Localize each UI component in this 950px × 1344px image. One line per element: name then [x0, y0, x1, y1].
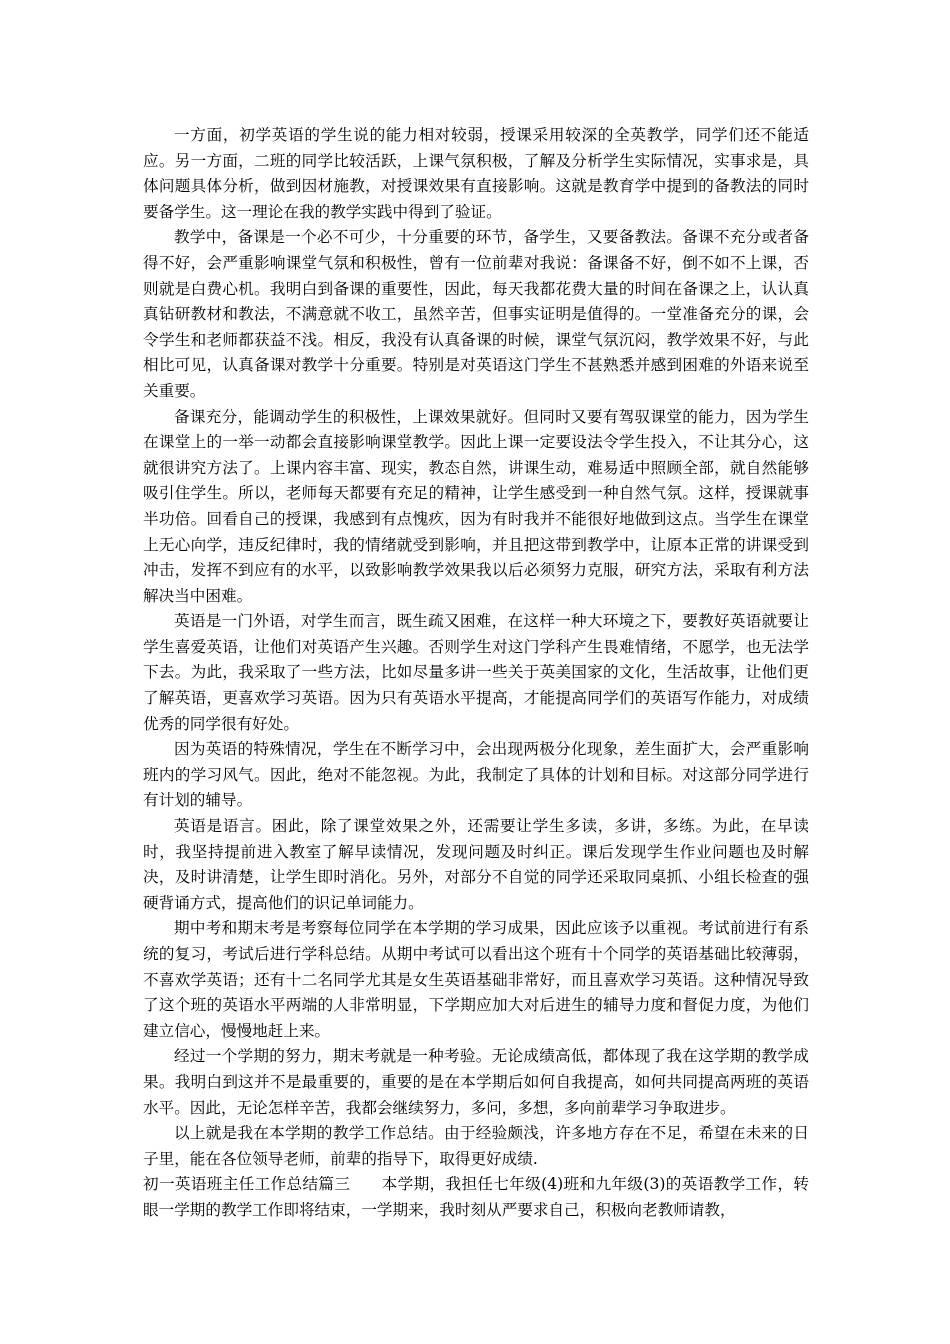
paragraph: 以上就是我在本学期的教学工作总结。由于经验颇浅，许多地方存在不足，希望在未来的日子里，能在各位领导老师，前辈的指导下，取得更好成绩.: [143, 1124, 809, 1168]
paragraph: 期中考和期末考是考察每位同学在本学期的学习成果，因此应该予以重视。考试前进行有系统的复习，考试后进行学科总结。从期中考试可以看出这个班有十个同学的英语基础比较薄弱，不喜欢学英语；还有十二名同学尤其是女生英语基础非常好，而且喜欢学习英语。这种情况导致了这个班的英语水平两端的人非常明显，下学期应加大对后进生的辅导力度和督促力度，为他们建立信心，慢慢地赶上来。: [143, 919, 809, 1040]
section-text: 本学期，我担任七年级(4)班和九年级(3)的英语教学工作，转眼一学期的教学工作即将结束，一学期来，我时刻从严要求自己，积极向老教师请教，: [143, 1175, 809, 1219]
section-start: [143, 1172, 809, 1223]
section-title: 初一英语班主任工作总结篇三: [143, 1175, 351, 1194]
paragraph: 一方面，初学英语的学生说的能力相对较弱，授课采用较深的全英教学，同学们还不能适应。另一方面，二班的同学比较活跃，上课气氛积极，了解及分析学生实际情况，实事求是，具体问题具体分析，做到因材施教，对授课效果有直接影响。这就是教育学中提到的备教法的同时要备学生。这一理论在我的教学实践中得到了验证。: [143, 126, 809, 221]
paragraph: 英语是一门外语，对学生而言，既生疏又困难，在这样一种大环境之下，要教好英语就要让学生喜爱英语，让他们对英语产生兴趣。否则学生对这门学科产生畏难情绪，不愿学，也无法学下去。为此，我采取了一些方法，比如尽量多讲一些关于英美国家的文化，生活故事，让他们更了解英语，更喜欢学习英语。因为只有英语水平提高，才能提高同学们的英语写作能力，对成绩优秀的同学很有好处。: [143, 612, 809, 733]
paragraph: 英语是语言。困此，除了课堂效果之外，还需要让学生多读，多讲，多练。为此，在早读时，我坚持提前进入教室了解早读情况，发现问题及时纠正。课后发现学生作业问题也及时解决，及时讲清楚，让学生即时消化。另外，对部分不自觉的同学还采取同桌抓、小组长检查的强硬背诵方式，提高他们的识记单词能力。: [143, 817, 809, 912]
paragraph: 教学中，备课是一个必不可少，十分重要的环节，备学生，又要备教法。备课不充分或者备得不好，会严重影响课堂气氛和积极性，曾有一位前辈对我说：备课备不好，倒不如不上课，否则就是白费心机。我明白到备课的重要性，因此，每天我都花费大量的时间在备课之上，认认真真钻研教材和教法，不满意就不收工，虽然辛苦，但事实证明是值得的。一堂准备充分的课，会令学生和老师都获益不浅。相反，我没有认真备课的时候，课堂气氛沉闷，教学效果不好，与此相比可见，认真备课对教学十分重要。特别是对英语这门学生不甚熟悉并感到困难的外语来说至关重要。: [143, 228, 809, 400]
document-body: [143, 123, 809, 1224]
paragraph: 因为英语的特殊情况，学生在不断学习中，会出现两极分化现象，差生面扩大，会严重影响班内的学习风气。因此，绝对不能忽视。为此，我制定了具体的计划和目标。对这部分同学进行有计划的辅导。: [143, 740, 809, 810]
paragraph: 经过一个学期的努力，期末考就是一种考验。无论成绩高低，都体现了我在这学期的教学成果。我明白到这并不是最重要的，重要的是在本学期后如何自我提高，如何共同提高两班的英语水平。因此，无论怎样辛苦，我都会继续努力，多问，多想，多向前辈学习争取进步。: [143, 1047, 809, 1117]
paragraph: 备课充分，能调动学生的积极性，上课效果就好。但同时又要有驾驭课堂的能力，因为学生在课堂上的一举一动都会直接影响课堂教学。因此上课一定要设法令学生投入，不让其分心，这就很讲究方法了。上课内容丰富、现实，教态自然，讲课生动，难易适中照顾全部，就自然能够吸引住学生。所以，老师每天都要有充足的精神，让学生感受到一种自然气氛。这样，授课就事半功倍。回看自己的授课，我感到有点愧疚，因为有时我并不能很好地做到这点。当学生在课堂上无心向学，违反纪律时，我的情绪就受到影响，并且把这带到教学中，让原本正常的讲课受到冲击，发挥不到应有的水平，以致影响教学效果我以后必须努力克服，研究方法，采取有利方法解决当中困难。: [143, 407, 809, 605]
